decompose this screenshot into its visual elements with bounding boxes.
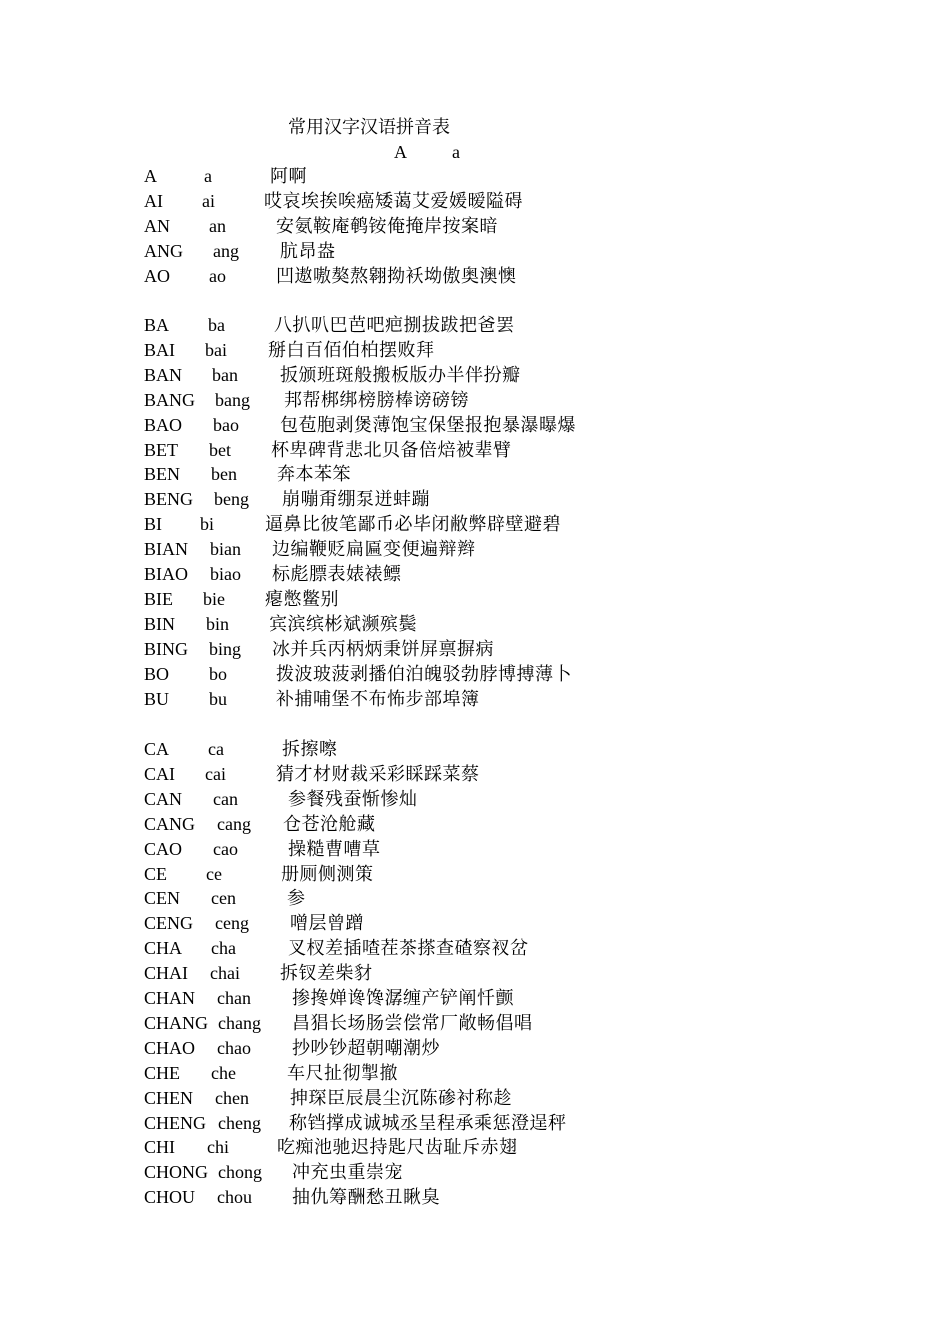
pinyin-uppercase: CEN	[144, 888, 180, 909]
pinyin-uppercase: BO	[144, 663, 170, 684]
pinyin-lowercase: bian	[210, 539, 241, 560]
pinyin-uppercase: CANG	[144, 813, 196, 834]
table-row	[0, 662, 950, 687]
table-row	[0, 986, 950, 1011]
pinyin-uppercase: BAO	[144, 414, 183, 435]
pinyin-lowercase: a	[204, 166, 212, 186]
table-row	[0, 338, 950, 363]
table-row	[0, 264, 950, 289]
pinyin-lowercase: cha	[211, 938, 236, 959]
character-list: 宾滨缤彬斌濒殡鬓	[269, 613, 417, 634]
table-row	[0, 512, 950, 537]
pinyin-lowercase: ben	[211, 464, 237, 485]
pinyin-uppercase: BING	[144, 638, 188, 659]
pinyin-uppercase: BU	[144, 688, 170, 709]
pinyin-uppercase: CAI	[144, 763, 175, 784]
pinyin-lowercase: biao	[210, 564, 241, 584]
character-list: 冲充虫重崇宠	[292, 1162, 403, 1183]
table-row	[0, 961, 950, 986]
pinyin-lowercase: bang	[215, 389, 250, 410]
character-list: 车尺扯彻掣撤	[287, 1062, 398, 1083]
pinyin-lowercase: an	[209, 215, 226, 236]
pinyin-lowercase: bao	[213, 414, 239, 435]
pinyin-uppercase: CHAI	[144, 963, 188, 984]
table-row	[0, 637, 950, 662]
pinyin-lowercase: bing	[209, 638, 242, 659]
pinyin-uppercase: CHI	[144, 1137, 175, 1158]
character-list: 噌层曾蹭	[290, 913, 364, 934]
table-row	[0, 487, 950, 512]
pinyin-lowercase: cao	[213, 838, 238, 859]
page-title: 常用汉字汉语拼音表	[288, 117, 450, 137]
table-row	[0, 388, 950, 413]
pinyin-uppercase: BI	[144, 514, 162, 535]
character-list: 奔本苯笨	[277, 464, 351, 485]
character-list: 掰白百佰伯柏摆败拜	[268, 339, 435, 360]
pinyin-lowercase: ce	[206, 863, 222, 884]
character-list: 逼鼻比彼笔鄙币必毕闭敝弊辟壁避碧	[265, 514, 561, 535]
pinyin-lowercase: cang	[217, 813, 251, 834]
table-row	[0, 214, 950, 239]
table-row	[0, 612, 950, 637]
pinyin-uppercase: BENG	[144, 489, 193, 510]
table-row	[0, 1160, 950, 1185]
pinyin-uppercase: CHOU	[144, 1187, 196, 1208]
table-row	[0, 936, 950, 961]
pinyin-uppercase: ANG	[144, 240, 183, 261]
table-row	[0, 1135, 950, 1160]
character-list: 八扒叭巴芭吧疤捌拔跋把爸罢	[274, 315, 515, 335]
table-row	[0, 862, 950, 887]
character-list: 哎哀埃挨唉癌矮蔼艾爱媛暧隘碍	[264, 190, 523, 211]
table-row	[0, 363, 950, 388]
character-list: 册厕侧测策	[281, 863, 374, 884]
pinyin-uppercase: AI	[144, 190, 163, 211]
character-list: 仓苍沧舱藏	[283, 813, 376, 834]
pinyin-lowercase: chai	[210, 963, 240, 984]
character-list: 拆钗差柴豺	[280, 963, 373, 984]
character-list: 抽仇筹酬愁丑瞅臭	[292, 1187, 440, 1208]
pinyin-lowercase: cai	[205, 763, 226, 784]
table-row	[0, 562, 950, 587]
pinyin-uppercase: CHONG	[144, 1162, 209, 1183]
character-list: 标彪膘表婊裱鳔	[272, 564, 402, 584]
character-list: 冰并兵丙柄炳秉饼屏禀摒病	[272, 638, 494, 659]
character-list: 补捕哺堡不布怖步部埠簿	[276, 688, 480, 709]
pinyin-uppercase: BIAO	[144, 564, 188, 584]
pinyin-lowercase: bin	[206, 613, 230, 634]
pinyin-uppercase: BIE	[144, 588, 173, 609]
pinyin-lowercase: bie	[203, 588, 225, 609]
table-row	[0, 911, 950, 936]
pinyin-uppercase: CE	[144, 863, 168, 884]
table-row	[0, 762, 950, 787]
character-list: 邦帮梆绑榜膀棒谤磅镑	[284, 389, 469, 410]
pinyin-lowercase: ai	[202, 190, 215, 211]
table-row	[0, 1185, 950, 1210]
character-list: 抄吵钞超朝嘲潮炒	[292, 1037, 440, 1058]
table-row	[0, 438, 950, 463]
pinyin-uppercase: BAI	[144, 339, 175, 360]
pinyin-uppercase: CAO	[144, 838, 183, 859]
character-list: 参餐残蚕惭惨灿	[288, 788, 418, 809]
pinyin-uppercase: CA	[144, 739, 170, 759]
character-list: 叉杈差插喳茬茶搽查碴察衩岔	[288, 938, 529, 959]
pinyin-uppercase: AN	[144, 215, 170, 236]
pinyin-lowercase: beng	[214, 489, 249, 510]
pinyin-uppercase: CHE	[144, 1062, 180, 1083]
table-row	[0, 587, 950, 612]
character-list: 猜才材财裁采彩睬踩菜蔡	[276, 763, 480, 784]
pinyin-lowercase: bet	[209, 439, 231, 460]
character-list: 扳颁班斑般搬板版办半伴扮瓣	[280, 364, 521, 385]
table-row	[0, 1011, 950, 1036]
character-list: 包苞胞剥煲薄饱宝保堡报抱暴瀑曝爆	[280, 414, 576, 435]
character-list: 操糙曹嘈草	[288, 838, 381, 859]
pinyin-lowercase: ang	[213, 240, 239, 261]
pinyin-uppercase: BA	[144, 315, 170, 335]
character-list: 安氨鞍庵鹌铵俺掩岸按案暗	[276, 215, 498, 236]
character-list: 杯卑碑背悲北贝备倍焙被辈臂	[271, 439, 512, 460]
table-row	[0, 687, 950, 712]
character-list: 瘪憋鳖别	[265, 588, 339, 609]
table-row	[0, 1111, 950, 1136]
pinyin-lowercase: chen	[215, 1087, 249, 1108]
character-list: 昌猖长场肠尝偿常厂敞畅倡唱	[292, 1012, 533, 1033]
pinyin-uppercase: CHANG	[144, 1012, 209, 1033]
pinyin-lowercase: chou	[217, 1187, 252, 1208]
table-row	[0, 1036, 950, 1061]
section-header-upper: A	[394, 142, 407, 162]
table-row	[0, 1086, 950, 1111]
table-row	[0, 413, 950, 438]
pinyin-lowercase: chan	[217, 988, 251, 1008]
pinyin-lowercase: ban	[212, 364, 238, 385]
pinyin-uppercase: CAN	[144, 788, 183, 809]
pinyin-uppercase: BANG	[144, 389, 196, 410]
pinyin-lowercase: chi	[207, 1137, 229, 1158]
pinyin-uppercase: CENG	[144, 913, 193, 934]
pinyin-uppercase: BIN	[144, 613, 175, 634]
pinyin-lowercase: chao	[217, 1037, 251, 1058]
character-list: 吃痴池驰迟持匙尺齿耻斥赤翅	[277, 1137, 518, 1158]
pinyin-uppercase: CHENG	[144, 1112, 206, 1133]
pinyin-uppercase: CHA	[144, 938, 183, 959]
pinyin-lowercase: can	[213, 788, 238, 809]
pinyin-lowercase: ca	[208, 739, 224, 759]
pinyin-uppercase: CHAN	[144, 988, 196, 1008]
pinyin-uppercase: BIAN	[144, 539, 188, 560]
character-list: 拆擦嚓	[282, 739, 338, 759]
pinyin-lowercase: bo	[209, 663, 227, 684]
pinyin-lowercase: cheng	[218, 1112, 261, 1133]
table-row	[0, 787, 950, 812]
character-list: 称铛撑成诚城丞呈程承乘惩澄逞秤	[289, 1112, 567, 1133]
pinyin-lowercase: ba	[208, 315, 225, 335]
character-list: 凹遨嗷獒熬翱拗袄坳傲奥澳懊	[276, 265, 517, 286]
character-list: 拨波玻菠剥播伯泊魄驳勃脖博搏薄卜	[276, 663, 572, 684]
table-row	[0, 164, 950, 189]
pinyin-uppercase: CHAO	[144, 1037, 196, 1058]
character-list: 参	[287, 888, 306, 909]
table-row	[0, 837, 950, 862]
pinyin-lowercase: ceng	[215, 913, 249, 934]
pinyin-lowercase: bu	[209, 688, 227, 709]
table-row	[0, 1061, 950, 1086]
table-row	[0, 737, 950, 762]
table-row	[0, 239, 950, 264]
pinyin-lowercase: bi	[200, 514, 215, 535]
pinyin-uppercase: BET	[144, 439, 178, 460]
table-row	[0, 313, 950, 338]
pinyin-lowercase: cen	[211, 888, 236, 909]
table-row	[0, 189, 950, 214]
table-row	[0, 537, 950, 562]
character-list: 掺搀婵谗馋潺缠产铲阐忏颤	[292, 988, 514, 1008]
pinyin-lowercase: bai	[205, 339, 227, 360]
pinyin-uppercase: BEN	[144, 464, 180, 485]
character-list: 边编鞭贬扁匾变便遍辩辫	[272, 539, 476, 560]
character-list: 肮昂盎	[280, 240, 336, 261]
pinyin-lowercase: ao	[209, 265, 226, 286]
table-row	[0, 462, 950, 487]
table-row	[0, 886, 950, 911]
table-row	[0, 812, 950, 837]
pinyin-lowercase: che	[211, 1062, 236, 1083]
pinyin-lowercase: chong	[218, 1162, 262, 1183]
pinyin-uppercase: A	[144, 166, 157, 186]
character-list: 阿啊	[270, 166, 307, 186]
character-list: 崩嘣甭绷泵迸蚌蹦	[282, 489, 430, 510]
section-header-lower: a	[452, 142, 460, 162]
pinyin-lowercase: chang	[218, 1012, 261, 1033]
pinyin-uppercase: CHEN	[144, 1087, 193, 1108]
pinyin-uppercase: BAN	[144, 364, 183, 385]
pinyin-uppercase: AO	[144, 265, 170, 286]
character-list: 抻琛臣辰晨尘沉陈碜衬称趁	[290, 1087, 512, 1108]
